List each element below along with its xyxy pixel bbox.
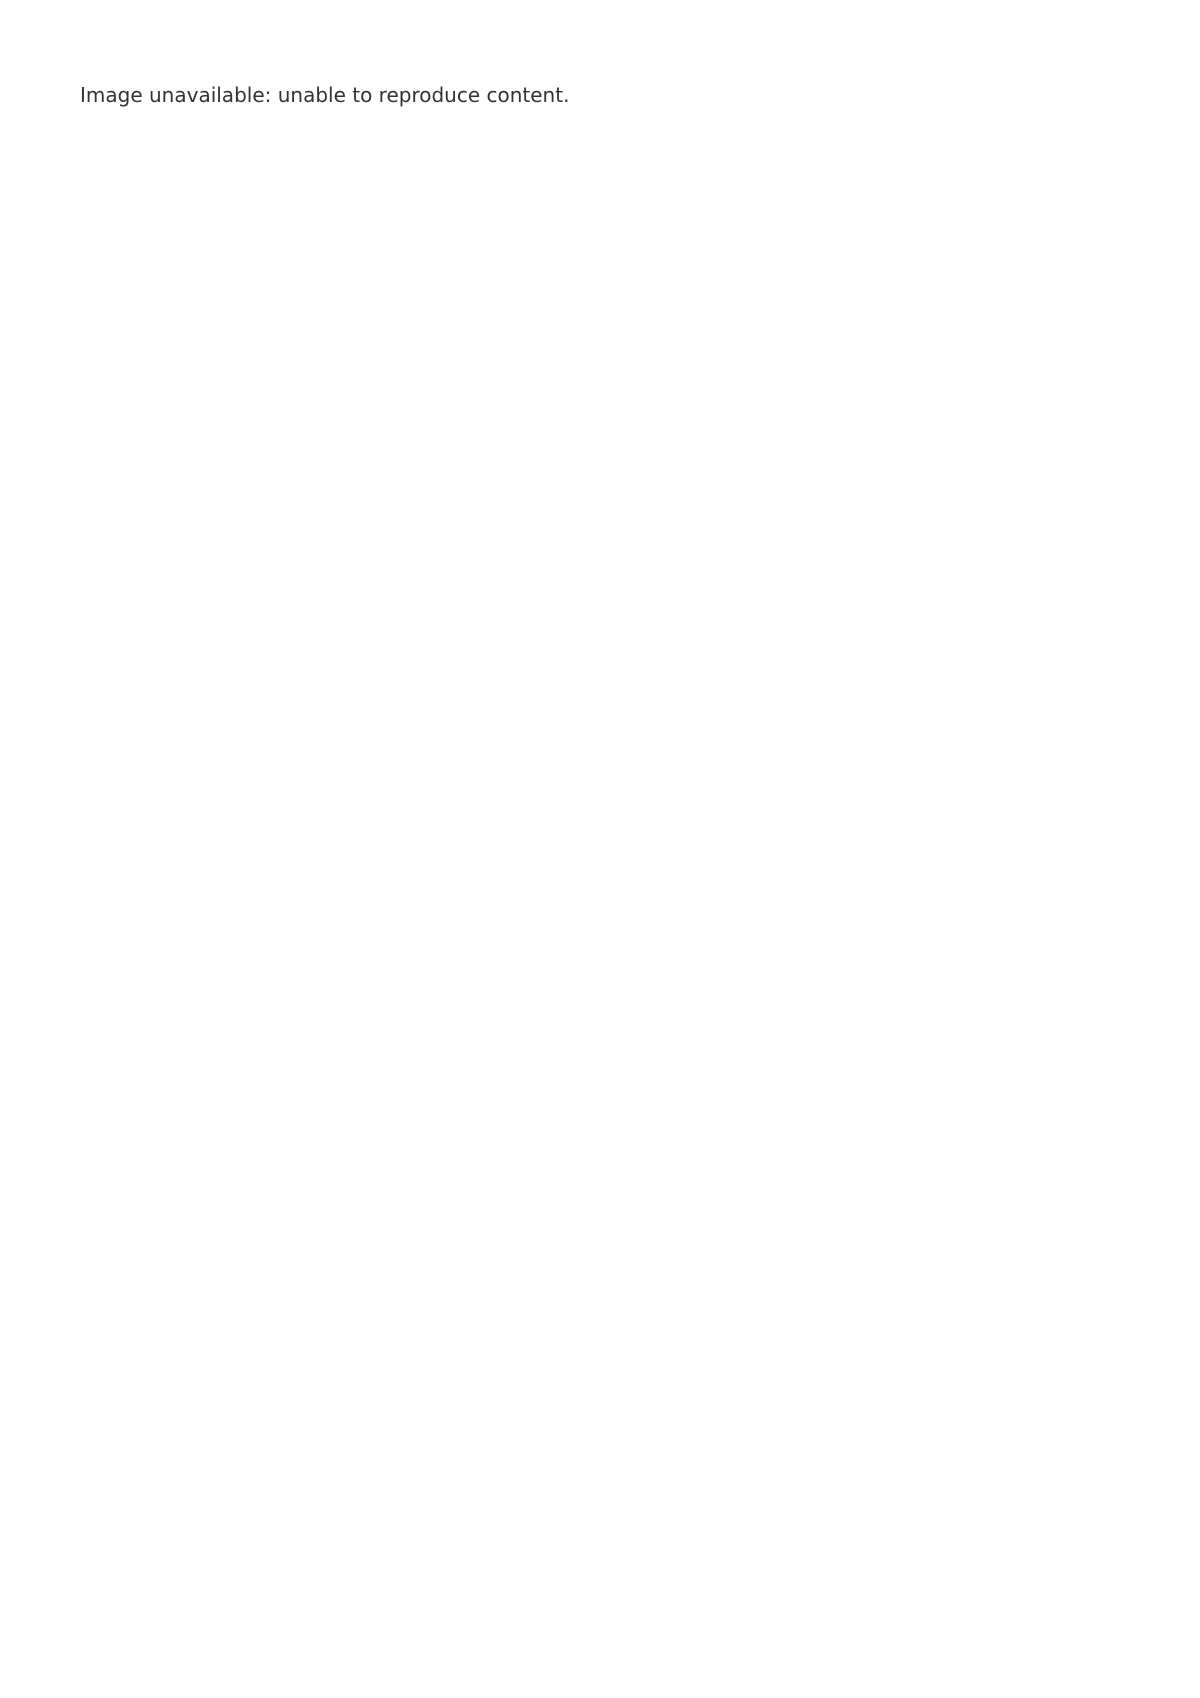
- notice: Image unavailable: unable to reproduce content.: [80, 83, 570, 107]
